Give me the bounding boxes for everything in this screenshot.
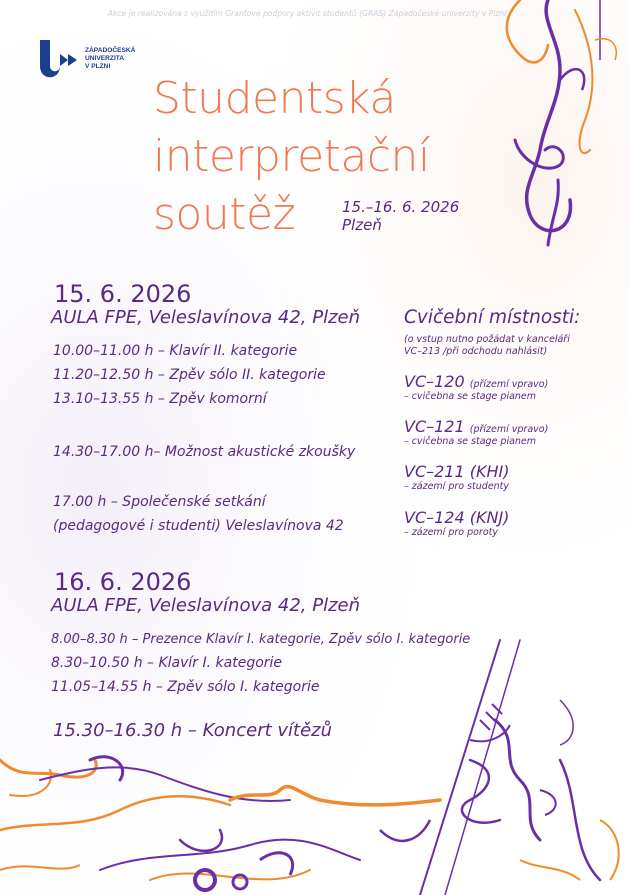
rooms-title: Cvičební místnosti: (404, 307, 581, 328)
day1-item: 17.00 h – Společenské setkání (53, 494, 266, 510)
grant-note: Akce je realizována s využitím Grantové podpory aktivit studentů (GRAS) Západočeské univerzity v Plzni (107, 9, 507, 18)
room-description: – cvičebna se stage pianem (404, 436, 537, 447)
zcu-logo-icon (40, 40, 80, 84)
room-description: – zázemí pro studenty (404, 481, 510, 492)
room-vc124 (404, 508, 509, 538)
event-city: Plzeň (342, 216, 382, 234)
day2-venue: AULA FPE, Veleslavínova 42, Plzeň (51, 595, 361, 616)
title-line: interpretační (153, 131, 430, 182)
rooms-note (404, 334, 570, 358)
day1-item: 13.10–13.55 h – Zpěv komorní (53, 391, 267, 407)
event-date-range: 15.–16. 6. 2026 (342, 198, 460, 216)
day1-item: 11.20–12.50 h – Zpěv sólo II. kategorie (53, 367, 326, 383)
logo-line: V PLZNI (85, 63, 111, 70)
room-location: (přízemí vpravo) (469, 379, 549, 390)
title-line: Studentská (153, 73, 396, 124)
event-date-place (342, 198, 459, 234)
title-line: soutěž (153, 189, 296, 240)
room-vc211 (404, 462, 509, 492)
day2-item: 11.05–14.55 h – Zpěv sólo I. kategorie (51, 679, 320, 695)
room-code: VC–120 (404, 372, 465, 391)
university-name (85, 47, 135, 71)
room-code: VC–121 (404, 417, 465, 436)
university-logo (40, 40, 80, 84)
day2-date: 16. 6. 2026 (54, 568, 192, 596)
logo-line: UNIVERZITA (85, 55, 125, 62)
rooms-note-line: (o vstup nutno požádat v kanceláři (404, 334, 570, 345)
rooms-note-line: VC–213 /při odchodu nahlásit) (404, 346, 548, 357)
day1-item: 10.00–11.00 h – Klavír II. kategorie (53, 343, 298, 359)
day1-item: 14.30–17.00 h– Možnost akustické zkoušky (53, 444, 356, 460)
winners-concert: 15.30–16.30 h – Koncert vítězů (53, 720, 333, 741)
room-location: (přízemí vpravo) (469, 424, 549, 435)
room-vc121 (404, 417, 548, 447)
day1-item: (pedagogové i studenti) Veleslavínova 42 (53, 518, 344, 534)
room-code: VC–124 (KNJ) (404, 508, 510, 527)
logo-line: ZÁPADOČESKÁ (85, 47, 136, 54)
day2-item: 8.00–8.30 h – Prezence Klavír I. kategorie, Zpěv sólo I. kategorie (51, 632, 471, 647)
day1-date: 15. 6. 2026 (54, 280, 192, 308)
room-description: – zázemí pro poroty (404, 527, 498, 538)
room-code: VC–211 (KHI) (404, 462, 510, 481)
room-description: – cvičebna se stage pianem (404, 391, 537, 402)
day1-venue: AULA FPE, Veleslavínova 42, Plzeň (51, 307, 361, 328)
room-vc120 (404, 372, 548, 402)
day2-item: 8.30–10.50 h – Klavír I. kategorie (51, 655, 283, 671)
